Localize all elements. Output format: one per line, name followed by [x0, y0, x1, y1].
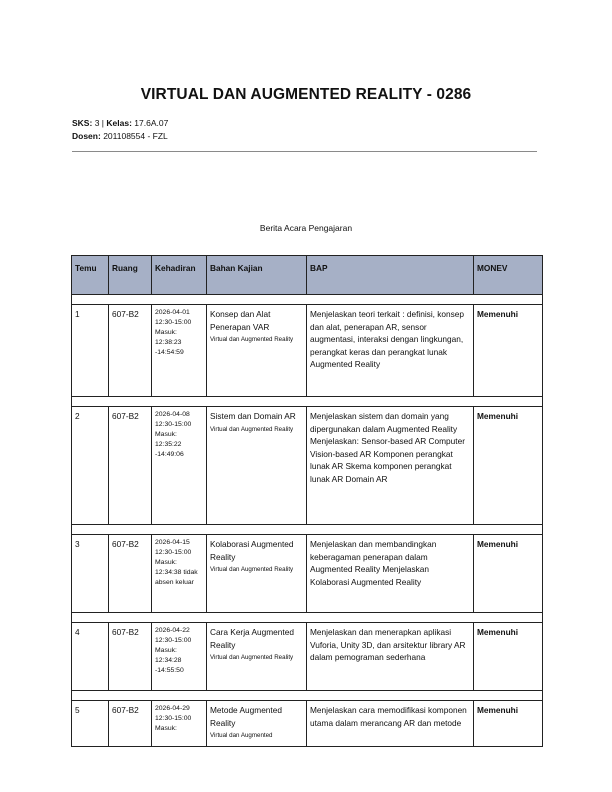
- cell-temu: 5: [72, 701, 109, 747]
- sks-label: SKS:: [72, 118, 93, 128]
- kehadiran-masuk: Masuk: 12:38:23 -14:54:59: [155, 329, 184, 356]
- cell-bahan-kajian: [207, 701, 307, 747]
- header-kehadiran: Kehadiran: [152, 256, 207, 295]
- cell-monev: Memenuhi: [474, 623, 543, 691]
- bahan-kajian-subject: Virtual dan Augmented: [210, 732, 273, 740]
- course-title: VIRTUAL DAN AUGMENTED REALITY - 0286: [140, 86, 472, 103]
- cell-temu: 1: [72, 305, 109, 397]
- cell-bahan-kajian: [207, 305, 307, 397]
- cell-kehadiran: [152, 535, 207, 613]
- bahan-kajian-title: Metode Augmented Reality: [210, 705, 282, 728]
- cell-bahan-kajian: [207, 535, 307, 613]
- cell-bap: Menjelaskan teori terkait : definisi, konsep dan alat, penerapan AR, sensor augmentasi, interaksi dengan lingkungan, perangkat keras dan perangkat lunak Augmented Reality: [307, 305, 474, 397]
- table-spacer: [72, 613, 543, 623]
- cell-kehadiran: [152, 623, 207, 691]
- table-spacer: [72, 295, 543, 305]
- bahan-kajian-subject: Virtual dan Augmented Reality: [210, 425, 294, 433]
- course-meta-sks-kelas: [72, 118, 168, 128]
- table-caption: Berita Acara Pengajaran: [259, 223, 353, 233]
- cell-kehadiran: [152, 305, 207, 397]
- kelas-label: Kelas:: [106, 118, 132, 128]
- kehadiran-time: 12:30-15:00: [155, 421, 192, 428]
- dosen-value: 201108554 - FZL: [103, 131, 168, 141]
- kehadiran-masuk: Masuk: 12:35:22 -14:49:06: [155, 431, 184, 458]
- table-row: [72, 305, 543, 397]
- table-row: [72, 535, 543, 613]
- table-spacer: [72, 397, 543, 407]
- kehadiran-masuk: Masuk:: [155, 725, 177, 732]
- bahan-kajian-title: Kolaborasi Augmented Reality: [210, 539, 294, 562]
- kehadiran-date: 2026-04-15: [155, 539, 190, 546]
- bahan-kajian-subject: Virtual dan Augmented Reality: [210, 654, 294, 662]
- cell-ruang: 607-B2: [109, 305, 152, 397]
- cell-temu: 4: [72, 623, 109, 691]
- cell-kehadiran: [152, 701, 207, 747]
- course-meta-dosen: [72, 131, 168, 141]
- cell-bahan-kajian: [207, 623, 307, 691]
- kehadiran-time: 12:30-15:00: [155, 715, 192, 722]
- kehadiran-masuk: Masuk: 12:34:28 -14:55:50: [155, 647, 184, 674]
- cell-monev: Memenuhi: [474, 407, 543, 525]
- dosen-label: Dosen:: [72, 131, 101, 141]
- table-row: [72, 407, 543, 525]
- bahan-kajian-title: Cara Kerja Augmented Reality: [210, 627, 294, 650]
- kehadiran-date: 2026-04-01: [155, 309, 190, 316]
- header-bahan-kajian: Bahan Kajian: [207, 256, 307, 295]
- kehadiran-time: 12:30-15:00: [155, 637, 192, 644]
- table-spacer: [72, 691, 543, 701]
- cell-monev: Memenuhi: [474, 535, 543, 613]
- header-monev: MONEV: [474, 256, 543, 295]
- bahan-kajian-title: Sistem dan Domain AR: [210, 411, 296, 421]
- header-bap: BAP: [307, 256, 474, 295]
- bahan-kajian-title: Konsep dan Alat Penerapan VAR: [210, 309, 271, 332]
- cell-bap: Menjelaskan dan membandingkan keberagaman penerapan dalam Augmented Reality Menjelaskan Kolaborasi Augmented Reality: [307, 535, 474, 613]
- meta-separator: |: [101, 118, 105, 128]
- cell-monev: Memenuhi: [474, 701, 543, 747]
- table-spacer: [72, 525, 543, 535]
- cell-monev: Memenuhi: [474, 305, 543, 397]
- bahan-kajian-subject: Virtual dan Augmented Reality: [210, 336, 294, 344]
- sks-value: 3: [94, 118, 100, 128]
- cell-ruang: 607-B2: [109, 535, 152, 613]
- cell-bahan-kajian: [207, 407, 307, 525]
- kehadiran-time: 12:30-15:00: [155, 319, 192, 326]
- kelas-value: 17.6A.07: [134, 118, 169, 128]
- header-divider: [72, 151, 537, 152]
- header-ruang: Ruang: [109, 256, 152, 295]
- cell-temu: 2: [72, 407, 109, 525]
- bahan-kajian-subject: Virtual dan Augmented Reality: [210, 566, 294, 574]
- kehadiran-masuk: Masuk: 12:34:38 tidak absen keluar: [155, 559, 198, 586]
- cell-bap: Menjelaskan cara memodifikasi komponen utama dalam merancang AR dan metode: [307, 701, 474, 747]
- cell-temu: 3: [72, 535, 109, 613]
- bap-table: [71, 255, 543, 747]
- table-header-row: [72, 256, 543, 295]
- kehadiran-date: 2026-04-08: [155, 411, 190, 418]
- cell-bap: Menjelaskan dan menerapkan aplikasi Vuforia, Unity 3D, dan arsitektur library AR dalam pemograman sederhana: [307, 623, 474, 691]
- cell-ruang: 607-B2: [109, 701, 152, 747]
- cell-bap: Menjelaskan sistem dan domain yang dipergunakan dalam Augmented Reality Menjelaskan: Sensor-based AR Computer Vision-based AR Komponen perangkat lunak AR Skema komponen perangkat lunak AR Domain AR: [307, 407, 474, 525]
- kehadiran-time: 12:30-15:00: [155, 549, 192, 556]
- kehadiran-date: 2026-04-22: [155, 627, 190, 634]
- table-row: [72, 623, 543, 691]
- cell-kehadiran: [152, 407, 207, 525]
- cell-ruang: 607-B2: [109, 407, 152, 525]
- cell-ruang: 607-B2: [109, 623, 152, 691]
- header-temu: Temu: [72, 256, 109, 295]
- table-row: [72, 701, 543, 747]
- kehadiran-date: 2026-04-29: [155, 705, 190, 712]
